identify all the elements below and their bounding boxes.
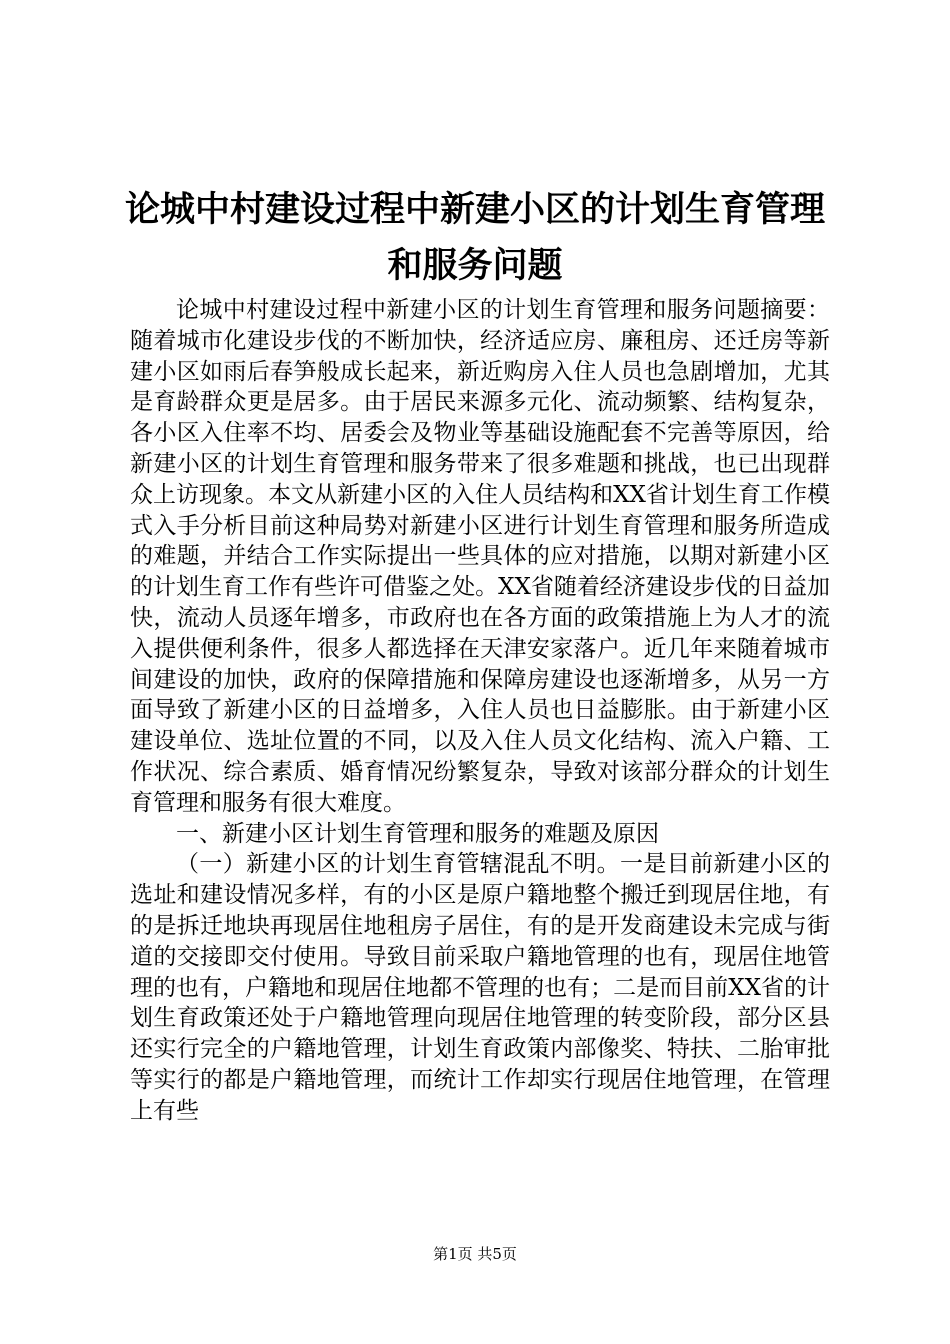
document-title-line-2: 和服务问题 [387,245,563,286]
page-footer: 第1页 共5页 [433,1245,517,1263]
body-paragraph: （一）新建小区的计划生育管辖混乱不明。一是目前新建小区的选址和建设情况多样，有的小区是原户籍地整个搬迁到现居住地，有的是拆迁地块再现居住地租房子居住，有的是开发商建设未完成与街道的交接即交付使用。导致目前采取户籍地管理的也有，现居住地管理的也有，户籍地和现居住地都不管理的也有；二是而目前XX省的计划生育政策还处于户籍地管理向现居住地管理的转变阶段，部分区县还实行完全的户籍地管理，计划生育政策内部像奖、特扶、二胎审批等实行的都是户籍地管理，而统计工作却实行现居住地管理，在管理上有些 [130,851,830,1124]
document-body [130,295,830,1127]
section-heading: 一、新建小区计划生育管理和服务的难题及原因 [176,820,659,847]
abstract-paragraph: 论城中村建设过程中新建小区的计划生育管理和服务问题摘要：随着城市化建设步伐的不断加快，经济适应房、廉租房、还迁房等新建小区如雨后春笋般成长起来，新近购房入住人员也急剧增加，尤其是育龄群众更是居多。由于居民来源多元化、流动频繁、结构复杂，各小区入住率不均、居委会及物业等基础设施配套不完善等原因，给新建小区的计划生育管理和服务带来了很多难题和挑战，也已出现群众上访现象。本文从新建小区的入住人员结构和XX省计划生育工作模式入手分析目前这种局势对新建小区进行计划生育管理和服务所造成的难题，并结合工作实际提出一些具体的应对措施，以期对新建小区的计划生育工作有些许可借鉴之处。XX省随着经济建设步伐的日益加快，流动人员逐年增多，市政府也在各方面的政策措施上为人才的流入提供便利条件，很多人都选择在天津安家落户。近几年来随着城市间建设的加快，政府的保障措施和保障房建设也逐渐增多，从另一方面导致了新建小区的日益增多，入住人员也日益膨胀。由于新建小区建设单位、选址位置的不同，以及入住人员文化结构、流入户籍、工作状况、综合素质、婚育情况纷繁复杂，导致对该部分群众的计划生育管理和服务有很大难度。 [130,297,830,816]
document-title-line-1: 论城中村建设过程中新建小区的计划生育管理 [124,189,825,230]
